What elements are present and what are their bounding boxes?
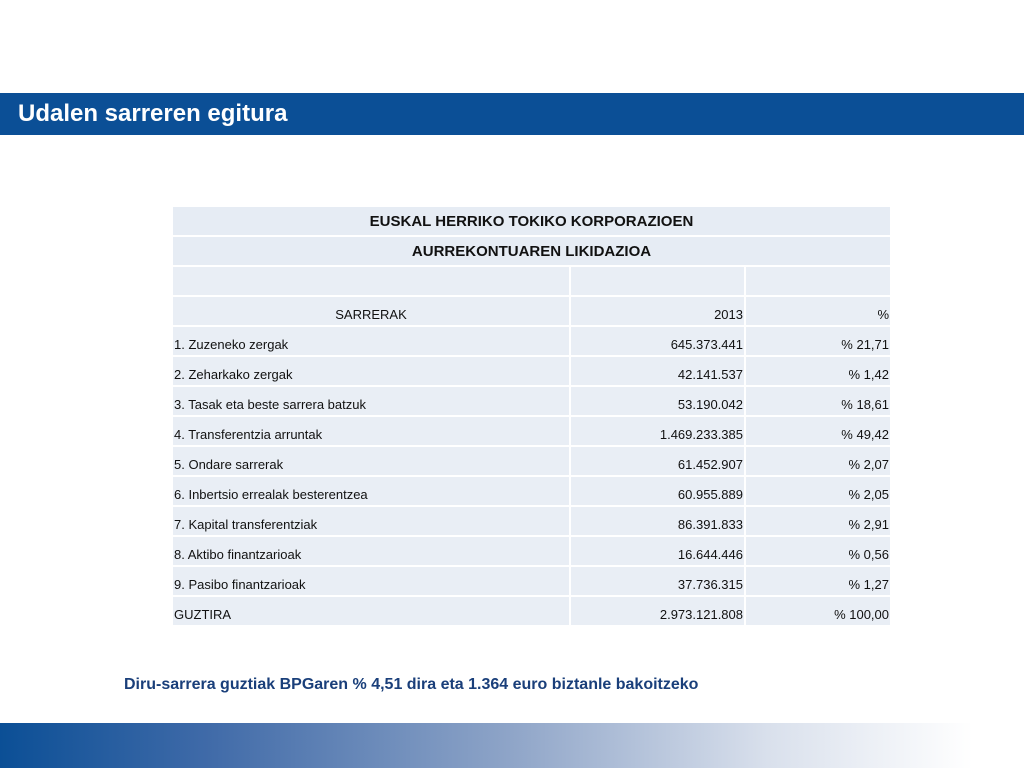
row-value: 16.644.446 [571, 537, 746, 567]
table-total-row [173, 597, 890, 627]
row-label: 1. Zuzeneko zergak [173, 327, 571, 357]
title-bar [0, 93, 1024, 135]
budget-table [173, 207, 890, 627]
column-header-row [173, 297, 890, 327]
row-value: 60.955.889 [571, 477, 746, 507]
table-row [173, 477, 890, 507]
row-value: 42.141.537 [571, 357, 746, 387]
column-header-percent: % [746, 297, 890, 327]
row-percent: % 18,61 [746, 387, 890, 417]
row-percent: % 2,05 [746, 477, 890, 507]
row-value: 1.469.233.385 [571, 417, 746, 447]
row-label: 5. Ondare sarrerak [173, 447, 571, 477]
row-label: 3. Tasak eta beste sarrera batzuk [173, 387, 571, 417]
table-row [173, 357, 890, 387]
blank-row [173, 267, 890, 297]
row-percent: % 0,56 [746, 537, 890, 567]
table-title-row [173, 207, 890, 237]
table-row [173, 327, 890, 357]
table-row [173, 567, 890, 597]
row-value: 53.190.042 [571, 387, 746, 417]
row-label: 2. Zeharkako zergak [173, 357, 571, 387]
row-value: 645.373.441 [571, 327, 746, 357]
row-value: 37.736.315 [571, 567, 746, 597]
table-row [173, 417, 890, 447]
row-label: 8. Aktibo finantzarioak [173, 537, 571, 567]
row-value: 86.391.833 [571, 507, 746, 537]
row-percent: % 49,42 [746, 417, 890, 447]
table-row [173, 447, 890, 477]
column-header-sarrerak: SARRERAK [173, 297, 571, 327]
row-label: 4. Transferentzia arruntak [173, 417, 571, 447]
table-row [173, 507, 890, 537]
row-label: 6. Inbertsio errealak besterentzea [173, 477, 571, 507]
table-title-line2: AURREKONTUAREN LIKIDAZIOA [173, 237, 890, 267]
page-title: Udalen sarreren egitura [18, 100, 288, 127]
total-label: GUZTIRA [173, 597, 571, 627]
table-row [173, 387, 890, 417]
total-percent: % 100,00 [746, 597, 890, 627]
budget-table-container [173, 207, 890, 627]
row-percent: % 2,91 [746, 507, 890, 537]
table-row [173, 537, 890, 567]
row-percent: % 1,42 [746, 357, 890, 387]
row-label: 9. Pasibo finantzarioak [173, 567, 571, 597]
row-percent: % 2,07 [746, 447, 890, 477]
row-percent: % 21,71 [746, 327, 890, 357]
column-header-year: 2013 [571, 297, 746, 327]
summary-footnote: Diru-sarrera guztiak BPGaren % 4,51 dira eta 1.364 euro biztanle bakoitzeko [124, 676, 699, 693]
table-title-line1: EUSKAL HERRIKO TOKIKO KORPORAZIOEN [173, 207, 890, 237]
total-value: 2.973.121.808 [571, 597, 746, 627]
table-title-row [173, 237, 890, 267]
row-label: 7. Kapital transferentziak [173, 507, 571, 537]
row-value: 61.452.907 [571, 447, 746, 477]
bottom-gradient-bar [0, 723, 1024, 768]
row-percent: % 1,27 [746, 567, 890, 597]
